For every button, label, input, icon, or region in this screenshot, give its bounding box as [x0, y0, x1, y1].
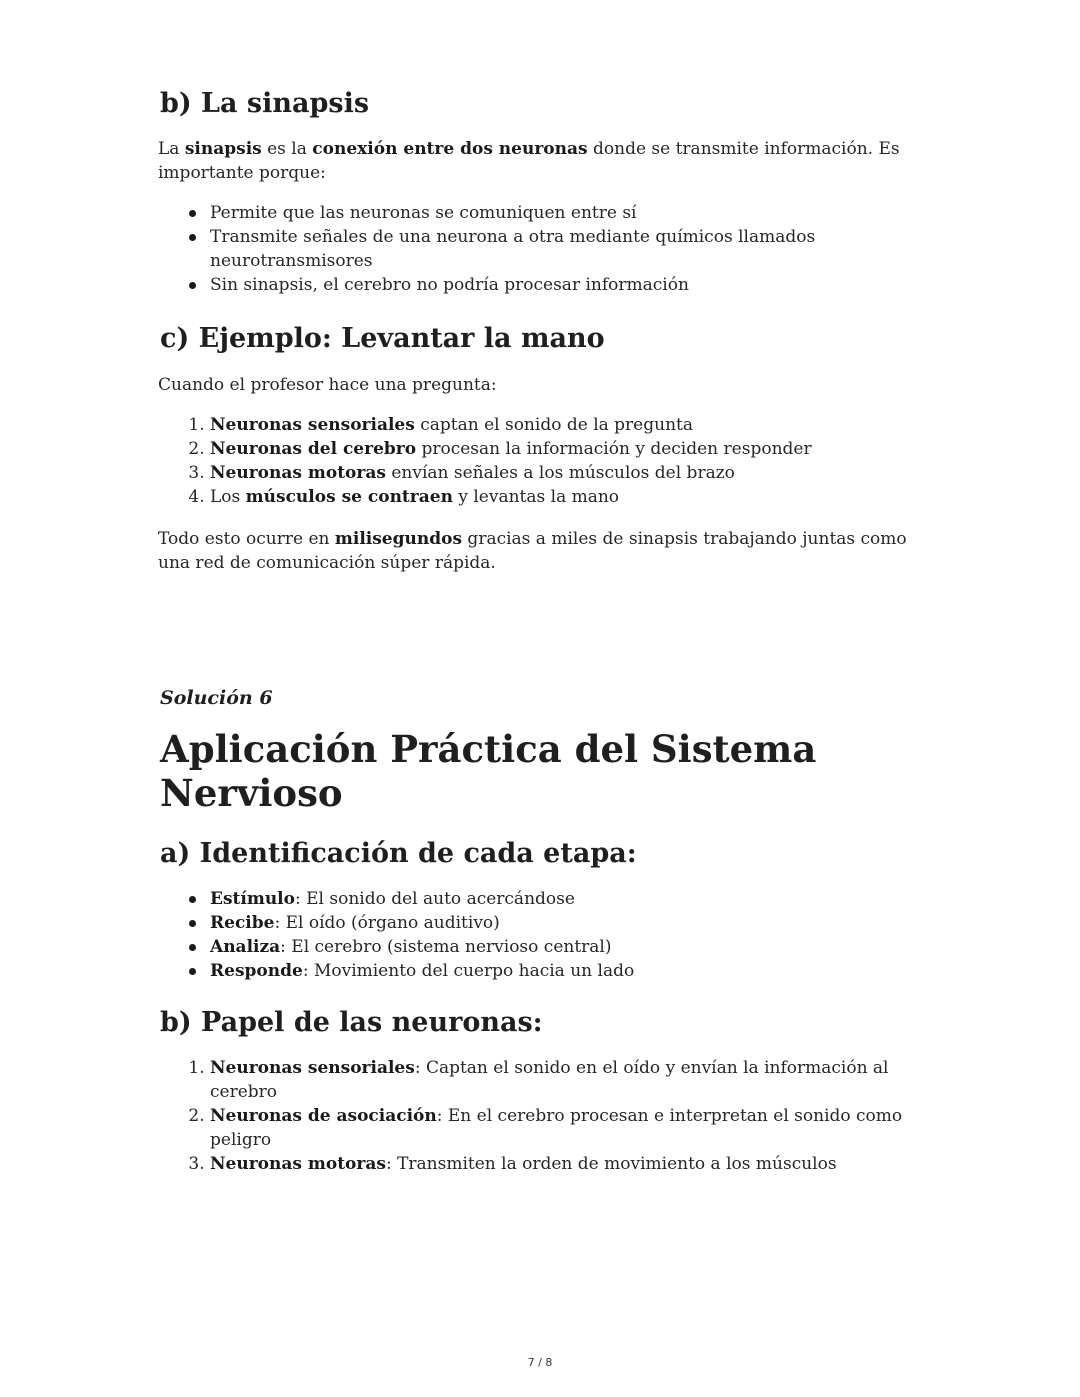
sinapsis-intro: La sinapsis es la conexión entre dos neuronas donde se transmite información. Es importante porque:	[158, 139, 900, 184]
list-item: Transmite señales de una neurona a otra mediante químicos llamados neurotransmisores	[210, 225, 928, 273]
list-item: 3. Neuronas motoras envían señales a los músculos del brazo	[210, 461, 928, 485]
list-item: 2. Neuronas del cerebro procesan la información y deciden responder	[210, 437, 928, 461]
list-item: Responde: Movimiento del cuerpo hacia un lado	[210, 959, 928, 983]
page-title: Aplicación Práctica del Sistema Nervioso	[160, 726, 817, 816]
page-content	[158, 88, 928, 1194]
list-item: Permite que las neuronas se comuniquen entre sí	[210, 201, 928, 225]
page-number: 7 / 8	[527, 1356, 553, 1369]
section-heading-papel: b) Papel de las neuronas:	[160, 1006, 543, 1038]
ejemplo-closing: Todo esto ocurre en milisegundos gracias a miles de sinapsis trabajando juntas como una red de comunicación súper rápida.	[158, 528, 907, 573]
list-item: 3. Neuronas motoras: Transmiten la orden de movimiento a los músculos	[210, 1152, 928, 1176]
list-item: Estímulo: El sonido del auto acercándose	[210, 887, 928, 911]
sinapsis-bullet-list	[158, 201, 928, 297]
section-spacer	[158, 591, 928, 687]
list-item: 4. Los músculos se contraen y levantas la mano	[210, 485, 928, 509]
neuronas-step-list	[158, 1056, 928, 1176]
list-item: Recibe: El oído (órgano auditivo)	[210, 911, 928, 935]
list-item: Analiza: El cerebro (sistema nervioso central)	[210, 935, 928, 959]
etapas-bullet-list	[158, 887, 928, 983]
list-item: 1. Neuronas sensoriales: Captan el sonido en el oído y envían la información al cerebro	[210, 1056, 928, 1104]
section-heading-identificacion: a) Identificación de cada etapa:	[160, 837, 637, 869]
solution-label: Solución 6	[160, 686, 273, 709]
section-heading-ejemplo: c) Ejemplo: Levantar la mano	[160, 323, 605, 355]
list-item: 1. Neuronas sensoriales captan el sonido de la pregunta	[210, 413, 928, 437]
list-item: 2. Neuronas de asociación: En el cerebro procesan e interpretan el sonido como peligro	[210, 1104, 928, 1152]
ejemplo-step-list	[158, 413, 928, 509]
section-heading-sinapsis: b) La sinapsis	[160, 88, 370, 119]
ejemplo-intro: Cuando el profesor hace una pregunta:	[158, 374, 497, 395]
list-item: Sin sinapsis, el cerebro no podría procesar información	[210, 273, 928, 297]
